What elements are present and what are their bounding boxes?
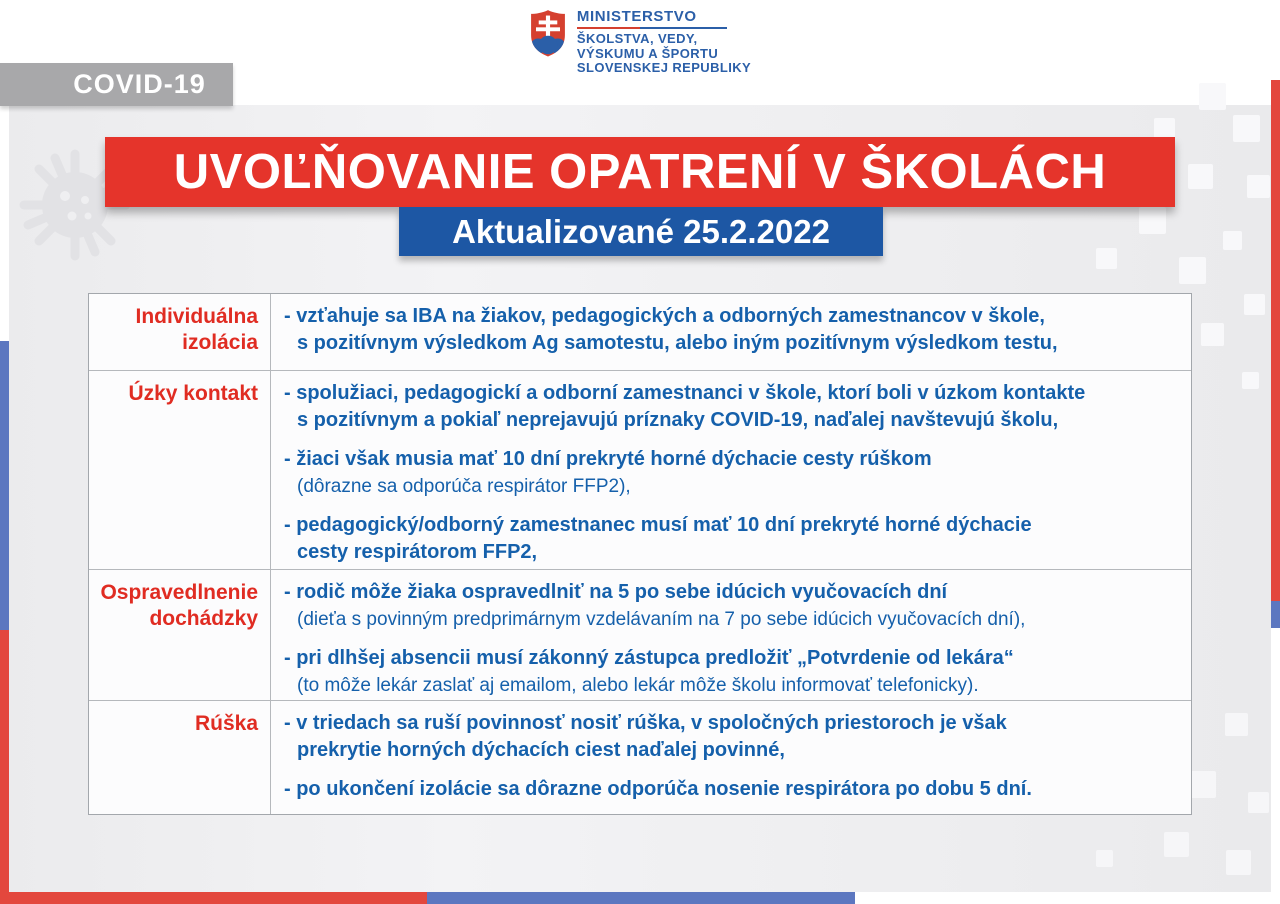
bullet-line: - žiaci však musia mať 10 dní prekryté horné dýchacie cesty rúškom xyxy=(284,448,932,470)
bottom-edge-blue-strip xyxy=(427,892,855,904)
bullet-line: - v triedach sa ruší povinnosť nosiť rúška, v spoločných priestoroch je však xyxy=(284,712,1007,734)
row-label: Úzky kontakt xyxy=(89,371,271,569)
left-edge-red-strip xyxy=(0,630,9,904)
slovak-coat-of-arms-icon xyxy=(529,9,567,57)
row-content xyxy=(271,294,1191,370)
ministry-name: MINISTERSTVO xyxy=(576,8,697,25)
measures-table xyxy=(88,293,1192,815)
bullet-item xyxy=(284,380,1191,434)
bullet-item xyxy=(284,512,1191,566)
table-row-ospravedlnenie-dochadzky xyxy=(89,569,1191,700)
ministry-logo-text xyxy=(577,9,751,76)
row-content xyxy=(271,701,1191,814)
row-label: Individuálna izolácia xyxy=(89,294,271,370)
left-edge-blue-strip xyxy=(0,341,9,630)
bullet-line: (to môže lekár zaslať aj emailom, alebo lekár môže školu informovať telefonicky). xyxy=(297,675,979,696)
row-label: Ospravedlnenie dochádzky xyxy=(89,570,271,700)
bullet-line: s pozitívnym výsledkom Ag samotestu, alebo iným pozitívnym výsledkom testu, xyxy=(297,332,1058,354)
bullet-line: prekrytie horných dýchacích ciest naďalej povinné, xyxy=(297,739,785,761)
bullet-line: (dôrazne sa odporúča respirátor FFP2), xyxy=(297,476,631,497)
bullet-item xyxy=(284,446,1191,500)
right-edge-blue-strip xyxy=(1271,601,1280,628)
bullet-item xyxy=(284,579,1191,633)
row-content xyxy=(271,371,1191,569)
logo-divider xyxy=(577,27,727,29)
ministry-dept-line1: ŠKOLSTVA, VEDY, xyxy=(576,31,698,46)
table-row-uzky-kontakt xyxy=(89,370,1191,569)
right-edge-red-strip xyxy=(1271,80,1280,601)
bullet-item xyxy=(284,645,1191,699)
covid-19-badge: COVID-19 xyxy=(0,63,233,106)
bullet-item xyxy=(284,776,1191,803)
bullet-line: - pri dlhšej absencii musí zákonný zástupca predložiť „Potvrdenie od lekára“ xyxy=(284,647,1014,669)
bullet-line: - pedagogický/odborný zamestnanec musí mať 10 dní prekryté horné dýchacie xyxy=(284,514,1032,536)
updated-date-banner: Aktualizované 25.2.2022 xyxy=(399,207,883,256)
virus-decoration-dots xyxy=(0,0,1,1)
bullet-line: cesty respirátorom FFP2, xyxy=(297,541,538,563)
ministry-dept-line3: SLOVENSKEJ REPUBLIKY xyxy=(576,60,752,75)
bullet-line: - vzťahuje sa IBA na žiakov, pedagogických a odborných zamestnancov v škole, xyxy=(284,305,1045,327)
bullet-item xyxy=(284,303,1191,357)
bullet-line: - spolužiaci, pedagogickí a odborní zamestnanci v škole, ktorí boli v úzkom kontakte xyxy=(284,382,1086,404)
ministry-dept-line2: VÝSKUMU A ŠPORTU xyxy=(576,45,719,61)
bullet-line: - rodič môže žiaka ospravedlniť na 5 po sebe idúcich vyučovacích dní xyxy=(284,581,948,603)
bottom-edge-red-strip xyxy=(0,892,427,904)
bullet-item xyxy=(284,710,1191,764)
page-title: UVOĽŇOVANIE OPATRENÍ V ŠKOLÁCH xyxy=(105,137,1175,207)
bullet-line: (dieťa s povinným predprimárnym vzdelávaním na 7 po sebe idúcich vyučovacích dní), xyxy=(297,609,1026,630)
table-row-ruska xyxy=(89,700,1191,814)
bullet-line: s pozitívnym a pokiaľ neprejavujú príznaky COVID-19, naďalej navštevujú školu, xyxy=(297,409,1059,431)
row-content xyxy=(271,570,1191,700)
bullet-line: - po ukončení izolácie sa dôrazne odporúča nosenie respirátora po dobu 5 dní. xyxy=(284,778,1032,800)
row-label: Rúška xyxy=(89,701,271,814)
table-row-individualna-izolacia xyxy=(89,294,1191,370)
